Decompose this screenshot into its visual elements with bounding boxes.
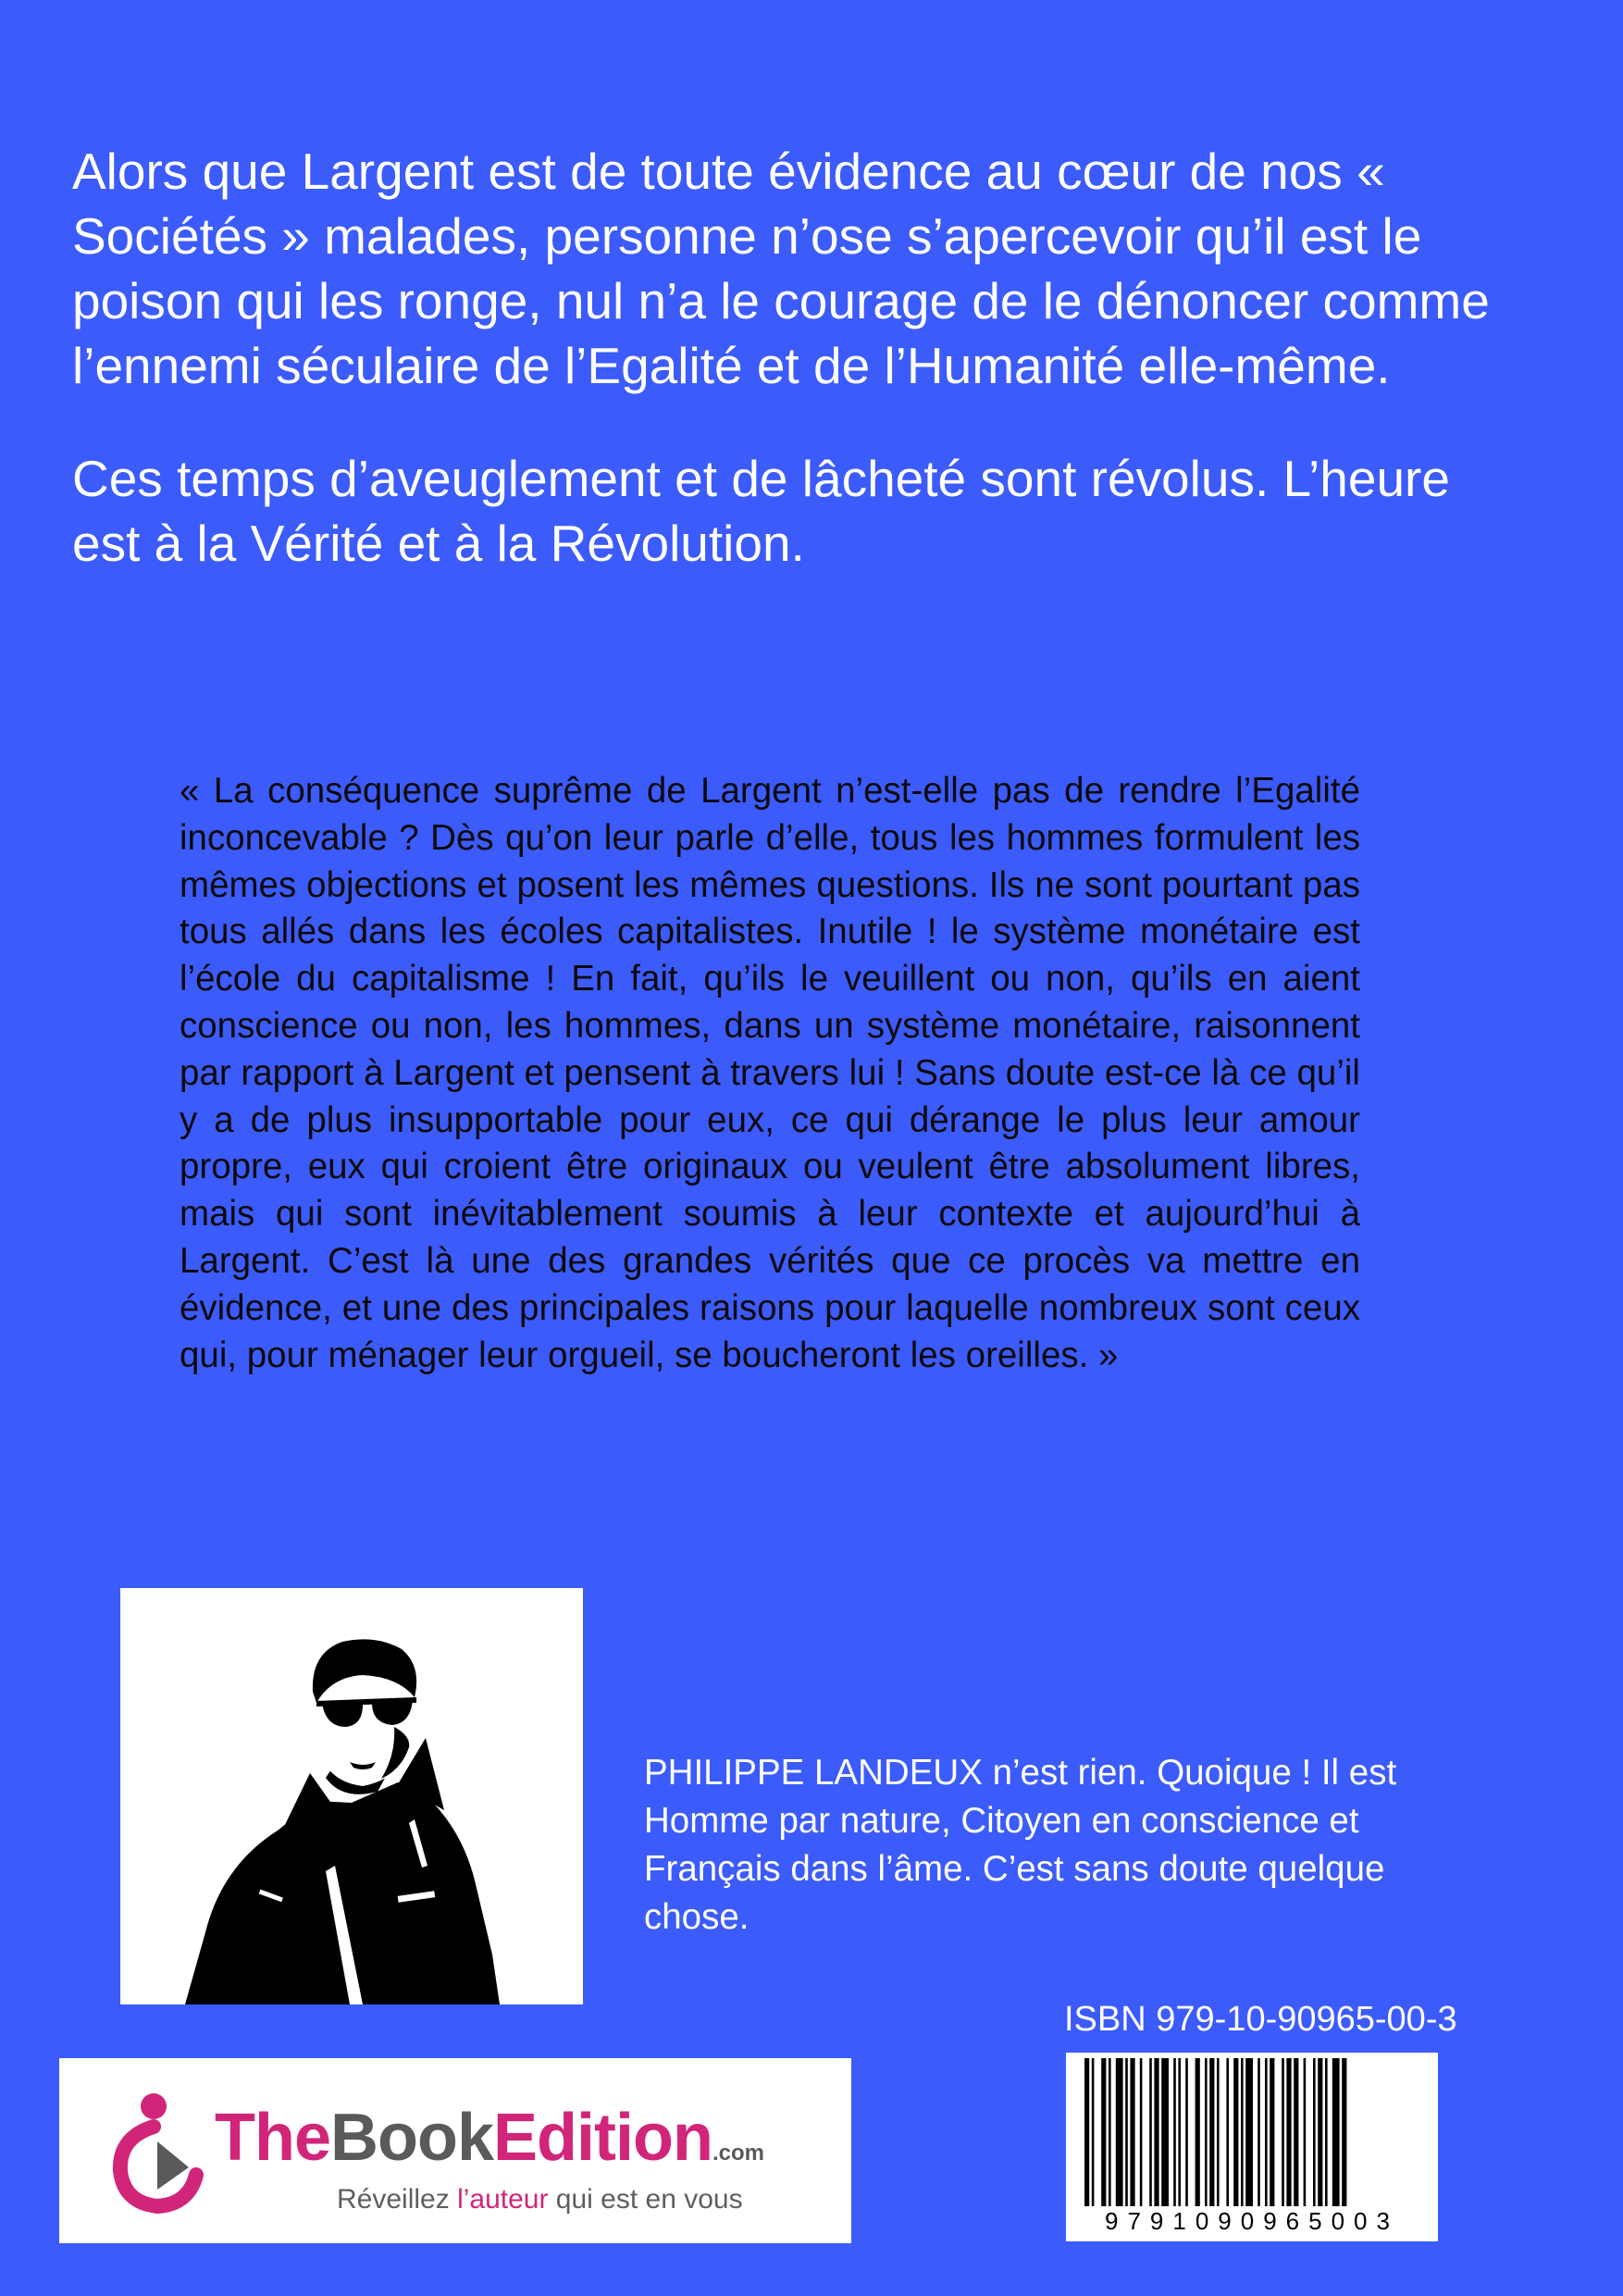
barcode-bar [1304,2058,1307,2206]
barcode-bar [1140,2058,1143,2206]
intro-paragraph-1: Alors que Largent est de toute évidence au cœur de nos « Sociétés » malades, personne n’ose s’apercevoir qu’il est le poison qui les ronge, nul n’a le courage de le dénoncer comme l’ennemi séculaire de l’Egalité et de l’Humanité elle-même. [72,143,1490,394]
barcode-bar [1154,2058,1158,2206]
author-bio: PHILIPPE LANDEUX n’est rien. Quoique ! Il est Homme par nature, Citoyen en conscience et Français dans l’âme. C’est sans doute quelque chose. [644,1753,1397,1937]
barcode-bar [1101,2058,1106,2206]
barcode-bar [1205,2058,1208,2206]
barcode-bar [1092,2058,1095,2206]
barcode-digits: 9791090965003 [1105,2207,1399,2235]
barcode-bar [1217,2058,1220,2206]
barcode-bar [1342,2058,1346,2206]
barcode-bar [1130,2058,1134,2206]
barcode-bar [1286,2058,1291,2206]
barcode-bar [1161,2058,1169,2206]
barcode-bar [1173,2058,1176,2206]
barcode-bar [1241,2058,1244,2206]
intro-paragraph-2: Ces temps d’aveuglement et de lâcheté sont révolus. L’heure est à la Vérité et à la Révolution. [72,450,1450,572]
barcode-bar [1313,2058,1316,2206]
isbn-label: ISBN 979-10-90965-00-3 [1064,2000,1457,2039]
barcode-bar [1149,2058,1152,2206]
barcode-bar [1270,2058,1274,2206]
author-quote: « La conséquence suprême de Largent n’est-elle pas de rendre l’Egalité inconcevable ? Dès qu’on leur parle d’elle, tous les hommes formulent les mêmes objections et posent les mêmes questions. Ils ne sont pourtant pas tous allés dans les écoles capitalistes. Inutile ! le système monétaire est l’école du capitalisme ! En fait, qu’ils le veuillent ou non, qu’ils en aient conscience ou non, les hommes, dans un système monétaire, raisonnent par rapport à Largent et pensent à travers lui ! Sans doute est-ce là ce qu’il y a de plus insupportable pour eux, ce qui dérange le plus leur amour propre, eux qui croient être originaux ou veulent être absolument libres, mais qui sont inévitablement soumis à leur contexte et aujourd’hui à Largent. C’est là une des grandes vérités que ce procès va mettre en évidence, et une des principales raisons pour laquelle nombreux sont ceux qui, pour ménager leur orgueil, se boucheront les oreilles. » [180,771,1360,1375]
author-photo [120,1588,583,2004]
barcode-bar [1294,2058,1298,2206]
publisher-tagline: Réveillez l’auteur qui est en vous [337,2184,743,2215]
publisher-logo [59,2058,851,2243]
publisher-logo-icon [100,2086,211,2215]
barcode-bar [1178,2058,1181,2206]
barcode-bar [1226,2058,1229,2206]
barcode-bar [1332,2058,1340,2206]
barcode-bar [1185,2058,1188,2206]
barcode-bar [1116,2058,1123,2206]
barcode-bar [1209,2058,1214,2206]
barcode-bar [1258,2058,1260,2206]
barcode-bar [1318,2058,1322,2206]
barcode-bar [1109,2058,1111,2206]
intro-text [72,139,1516,576]
barcode-bar [1265,2058,1268,2206]
barcode-bar [1196,2058,1200,2206]
isbn-barcode [1066,2053,1438,2241]
barcode-bar [1233,2058,1238,2206]
barcode-bar [1245,2058,1253,2206]
publisher-name: TheBookEdition.com [215,2101,764,2175]
barcode-bar [1125,2058,1128,2206]
barcode-bar [1084,2058,1089,2206]
barcode-bar [1325,2058,1328,2206]
barcode-bar [1282,2058,1284,2206]
